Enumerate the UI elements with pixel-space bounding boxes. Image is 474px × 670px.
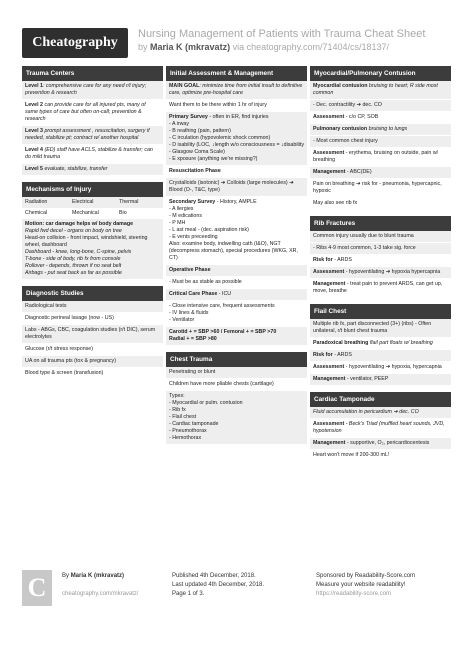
list-item: Fluid accumulation in pericardium ➔ dec. CO [310, 407, 451, 419]
list-item: Paradoxical breathing flail part floats w/ breathing [310, 338, 451, 350]
level-row: Level 1: comprehensive care for any need r/t injury; prevention & research [22, 81, 163, 100]
section-title: Cardiac Tamponade [310, 392, 451, 407]
level-row: Level 5 evaluate, stabilize, transfer [22, 164, 163, 176]
mechanism-cell: Radiation [22, 197, 69, 208]
list-item: Pulmonary contusion bruising to lungs [310, 124, 451, 136]
list-item: Common injury usually due to blunt trauma [310, 231, 451, 243]
list-item: - Dec. contractility ➔ dec. CO [310, 100, 451, 112]
motion-block: Motion: car damage helps w/ body damage Rapid fwd decel - organs on body on tree Head-on collision - front impact, windshield, steering wheel, dashboard Dashboard - knee, long-bone, C-spine, pelvis T-bone - side of body, rib fx from console Rollover - depends, thrown if no seat belt Airbags - put seat back as far as possible [22, 219, 163, 280]
section-title: Flail Chest [310, 304, 451, 319]
section-cardiac-tamponade [310, 392, 451, 462]
list-item: Management - ventilator, PEEP [310, 374, 451, 386]
list-item: Children have more pliable chests (cartilage) [166, 379, 307, 391]
source-link[interactable]: via cheatography.com/71404/cs/18137/ [232, 42, 390, 52]
mechanism-cell: Bio [119, 210, 127, 216]
list-item: Glucose (r/t stress response) [22, 344, 163, 356]
section-title: Chest Trauma [166, 352, 307, 367]
mechanism-cell: Mechanical [72, 210, 99, 216]
cheatography-logo[interactable]: Cheatography [22, 28, 128, 58]
list-item: Assessment - hypoventilating ➔ hypoxia, hypercapnia [310, 362, 451, 374]
types-list: Types: - Myocardial or pulm. contusion - Rib fx - Flail chest - Cardiac tamponade - Pneumothorax - Hemothorax [166, 391, 307, 445]
footer-published: Published 4th December, 2018. Last updated 4th December, 2018. Page 1 of 3. [172, 573, 265, 597]
list-item: Assessment - erythema, bruising on outside, pain w/ breathing [310, 148, 451, 167]
sponsor-url[interactable]: https://readability-score.com [316, 591, 392, 597]
list-item: Multiple rib fx, part disconnected (3+) (ribs) - Often unilateral, r/t blunt chest trauma [310, 319, 451, 338]
list-item: Diagnostic perineal lavage (now - US) [22, 313, 163, 325]
level-row: Level 3 prompt assessment , resuscitation, surgery if needed, stabilize pt; contract w/ another hospital [22, 126, 163, 145]
footer-author-url[interactable]: cheatography.com/mkravatz/ [62, 591, 139, 597]
mechanism-cell: Thermal [116, 197, 163, 208]
column-2 [166, 66, 307, 451]
list-item: Penetrating or blunt [166, 367, 307, 379]
list-item: Want them to be there within 1 hr of injury [166, 100, 307, 112]
page-footer [22, 570, 452, 610]
section-title: Trauma Centers [22, 66, 163, 81]
list-item: Assessment - Beck's Triad (muffled heart sounds, JVD, hypotension [310, 419, 451, 438]
section-rib-fractures [310, 216, 451, 298]
secondary-survey: Secondary Survey - History, AMPLE - A llergies - M edications - P MH - L ast meal - (dec. aspiration risk) - E vents preceeding Also: examine body, indwelling cath (I&O), NGT (decompress stomach), special procedures (WKG, XR, CT) [166, 197, 307, 265]
section-title: Myocardial/Pulmonary Contusion [310, 66, 451, 81]
critical-care-list: - Close intensive care, frequent assessments - IV lines & fluids - Ventilator [166, 301, 307, 327]
list-item: - Ribs 4-9 most common, 1-3 take sig. force [310, 243, 451, 255]
primary-survey: Primary Survey - often in ER, find injuries - A irway - B reathing (pain, pattern) - C irculation (hypovolemic shock common) - D isability (LOC, ↓length w/o consciousness = ↓disability - Glasgow Coma Scale) - E xposure (anything we're missing?) [166, 112, 307, 166]
section-mechanisms [22, 182, 163, 280]
list-item: Assessment - hypoventilating ➔ hypoxia hypercapnia [310, 267, 451, 279]
sponsor-link[interactable]: Sponsored by Readability-Score.com [316, 573, 416, 579]
operative-title: Operative Phase [166, 265, 307, 277]
author-link[interactable]: Maria K (mkravatz) [150, 42, 231, 52]
main-goal: MAIN GOAL: minimize time from initial insult to definitive care, optimize pre-hospital care [166, 81, 307, 100]
column-3 [310, 66, 451, 468]
motion-title: Motion: car damage helps w/ body damage [25, 221, 134, 227]
section-title: Mechanisms of Injury [22, 182, 163, 197]
list-item: Myocardial contusion bruising to heart; R side most common [310, 81, 451, 100]
level-row: Level 2 can provide care for all injured pts, many of same types of care but often on-call; prevention & research [22, 100, 163, 126]
page-header [0, 0, 474, 62]
list-item: Heart won't move if 200-300 mL! [310, 450, 451, 462]
list-item: Risk for - ARDS [310, 350, 451, 362]
critical-care: Critical Care Phase - ICU [166, 289, 307, 301]
resuscitation-title: Resuscitation Phase [166, 166, 307, 178]
list-item: Pain on breathing ➔ risk for - pneumonia, hypercapnic, hypoxic [310, 179, 451, 198]
resuscitation-line: Crystalloids (isotonic) ➔ Colloids (large molecules) ➔ Blood (O-, T&C, type) [166, 178, 307, 197]
column-1 [22, 66, 163, 386]
byline [138, 42, 389, 52]
section-title: Rib Fractures [310, 216, 451, 231]
section-diagnostic [22, 286, 163, 380]
footer-author-name[interactable]: Maria K (mkravatz) [70, 573, 125, 579]
mechanism-grid [22, 197, 163, 219]
list-item: Management - supportive, O₂, pericardiocentesis [310, 438, 451, 450]
list-item: Assessment - c/o CP, SOB [310, 112, 451, 124]
list-item: May also see rib fx [310, 198, 451, 210]
mechanism-cell: Chemical [25, 210, 48, 216]
section-title: Initial Assessment & Management [166, 66, 307, 81]
byline-prefix: by [138, 42, 148, 52]
mechanism-cell: Electrical [69, 197, 116, 208]
list-item: Blood type & screen (transfusion) [22, 368, 163, 380]
page-title: Nursing Management of Patients with Trauma Cheat Sheet [138, 28, 426, 40]
level-row: Level 4 (ED) staff have ACLS, stabilize & transfer; can do mild trauma [22, 145, 163, 164]
section-contusion [310, 66, 451, 210]
avatar: C [22, 570, 52, 606]
footer-sponsor: Sponsored by Readability-Score.com Measure your website readability! https://readability-score.com [316, 573, 416, 597]
list-item: UA on all trauma pts (tox & pregnancy) [22, 356, 163, 368]
list-item: Labs - ABGs, CBC, coagulation studies (r/t DIC), serum electrolytes [22, 325, 163, 344]
section-initial-assessment [166, 66, 307, 346]
list-item: - Must be as stable as possible [166, 277, 307, 289]
list-item: Radiological tests [22, 301, 163, 313]
section-chest-trauma [166, 352, 307, 445]
section-flail-chest [310, 304, 451, 386]
list-item: Management - treat pain to prevent ARDS, can get up, move, breathe [310, 279, 451, 298]
section-title: Diagnostic Studies [22, 286, 163, 301]
section-trauma-centers [22, 66, 163, 176]
list-item: Risk for - ARDS [310, 255, 451, 267]
list-item: - Most common chest injury [310, 136, 451, 148]
list-item: Management - ABC(DE) [310, 167, 451, 179]
footer-author: By Maria K (mkravatz) cheatography.com/mkravatz/ [62, 573, 139, 597]
pulse-bp: Carotid + = SBP >60 / Femoral + = SBP >70 Radial + = SBP >80 [166, 327, 307, 346]
